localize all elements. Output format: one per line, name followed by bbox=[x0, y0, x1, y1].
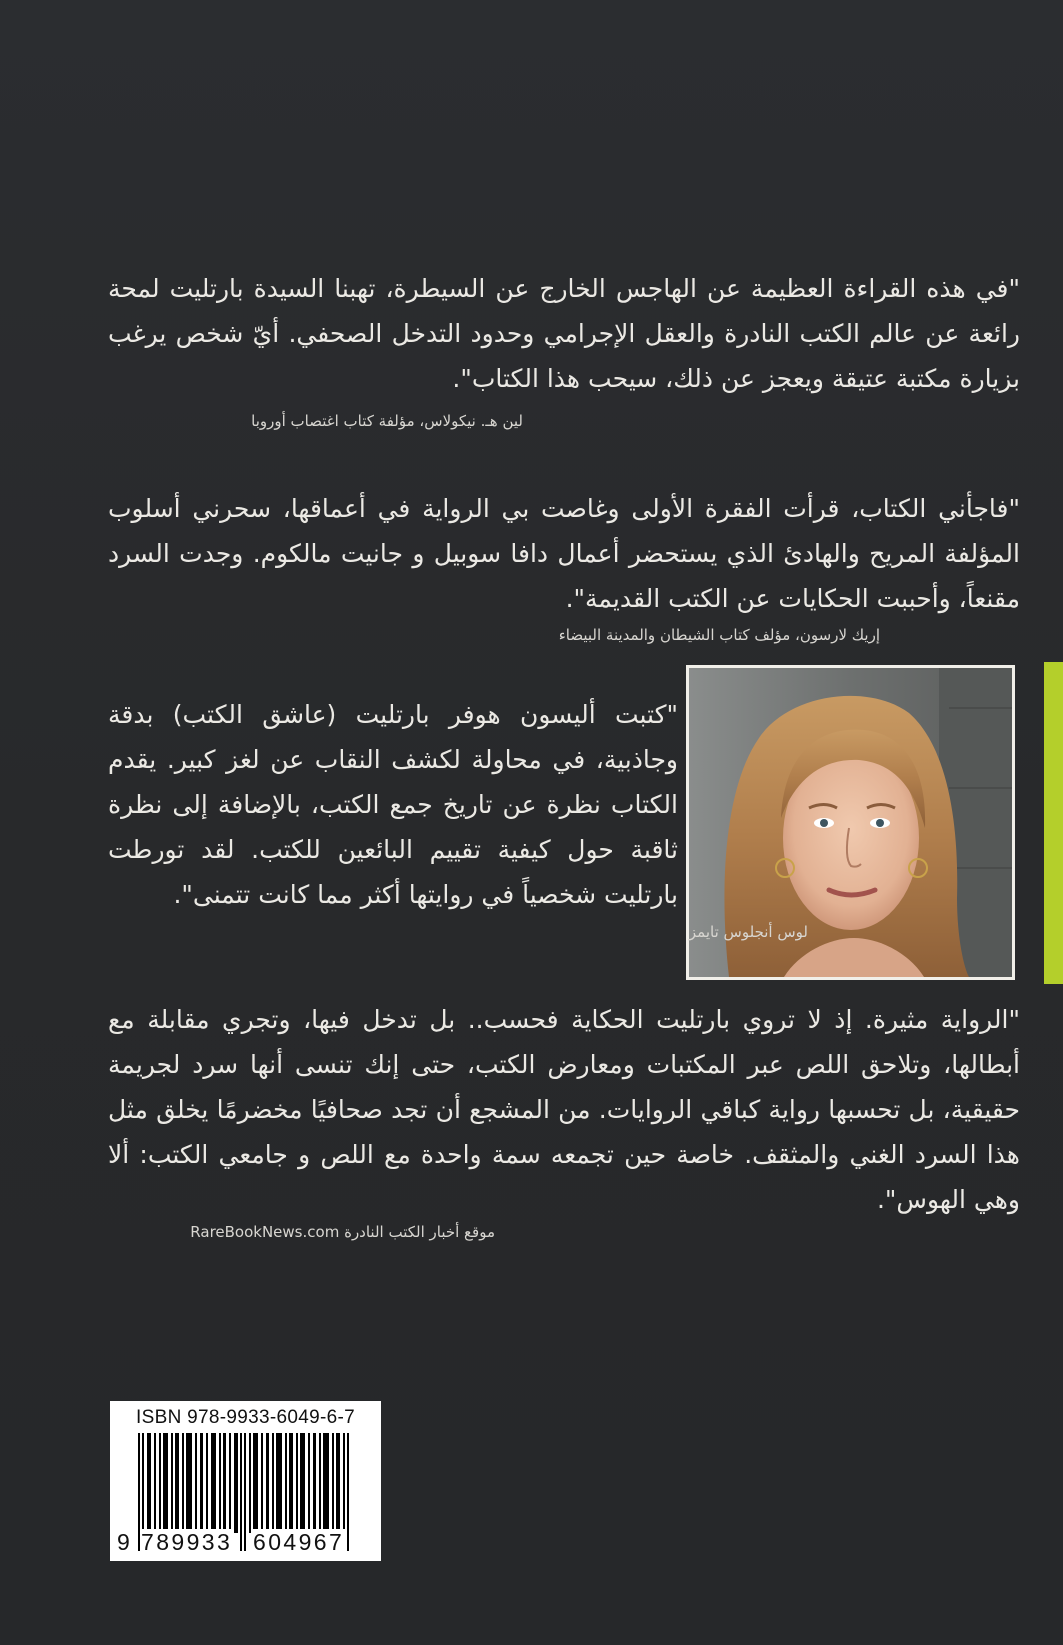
review-attribution-4: موقع أخبار الكتب النادرة RareBookNews.com bbox=[190, 1223, 495, 1241]
review-quote-4: "الرواية مثيرة. إذ لا تروي بارتليت الحكاية فحسب.. بل تدخل فيها، وتجري مقابلة مع أبطالها، وتلاحق اللص عبر المكتبات ومعارض الكتب، حتى إنك تنسى أنها سرد لجريمة حقيقية، بل تحسبها رواية كباقي الروايات. من المشجع أن تجد صحافيًا مخضرمًا يخلق مثل هذا السرد الغني والمثقف. خاصة حين تجمعه سمة واحدة مع اللص و جامعي الكتب: ألا وهي الهوس". bbox=[108, 1005, 1020, 1214]
barcode-digit-first: 9 bbox=[117, 1529, 130, 1555]
review-quote-1: "في هذه القراءة العظيمة عن الهاجس الخارج عن السيطرة، تهبنا السيدة بارتليت لمحة رائعة عن عالم الكتب النادرة والعقل الإجرامي وحدود التدخل الصحفي. أيّ شخص يرغب بزيارة مكتبة عتيقة ويعجز عن ذلك، سيحب هذا الكتاب". bbox=[108, 274, 1020, 393]
accent-strip bbox=[1044, 662, 1063, 984]
review-quote-2: "فاجأني الكتاب، قرأت الفقرة الأولى وغاصت بي الرواية في أعماقها، سحرني أسلوب المؤلفة المريح والهادئ الذي يستحضر أعمال دافا سوبيل و جانيت مالكوم. وجدت السرد مقنعاً، وأحببت الحكايات عن الكتب القديمة". bbox=[108, 494, 1020, 613]
isbn-label: ISBN 978-9933-6049-6-7 bbox=[136, 1407, 355, 1428]
barcode-digits-left: 789933 bbox=[141, 1529, 233, 1555]
review-quote-3: "كتبت أليسون هوفر بارتليت (عاشق الكتب) بدقة وجاذبية، في محاولة لكشف النقاب عن لغز كبير. يقدم الكتاب نظرة عن تاريخ جمع الكتب، بالإضافة إلى نظرة ثاقبة حول كيفية تقييم البائعين للكتب. لقد تورطت بارتليت شخصياً في روايتها أكثر مما كانت تتمنى". bbox=[108, 700, 678, 909]
barcode-digits-right: 604967 bbox=[253, 1529, 345, 1555]
review-attribution-2: إريك لارسون، مؤلف كتاب الشيطان والمدينة البيضاء bbox=[558, 626, 880, 644]
isbn-barcode bbox=[110, 1401, 381, 1561]
review-attribution-1: لين هـ. نيكولاس، مؤلفة كتاب اغتصاب أوروبا bbox=[251, 412, 523, 430]
review-attribution-3: لوس أنجلوس تايمز bbox=[688, 923, 808, 941]
